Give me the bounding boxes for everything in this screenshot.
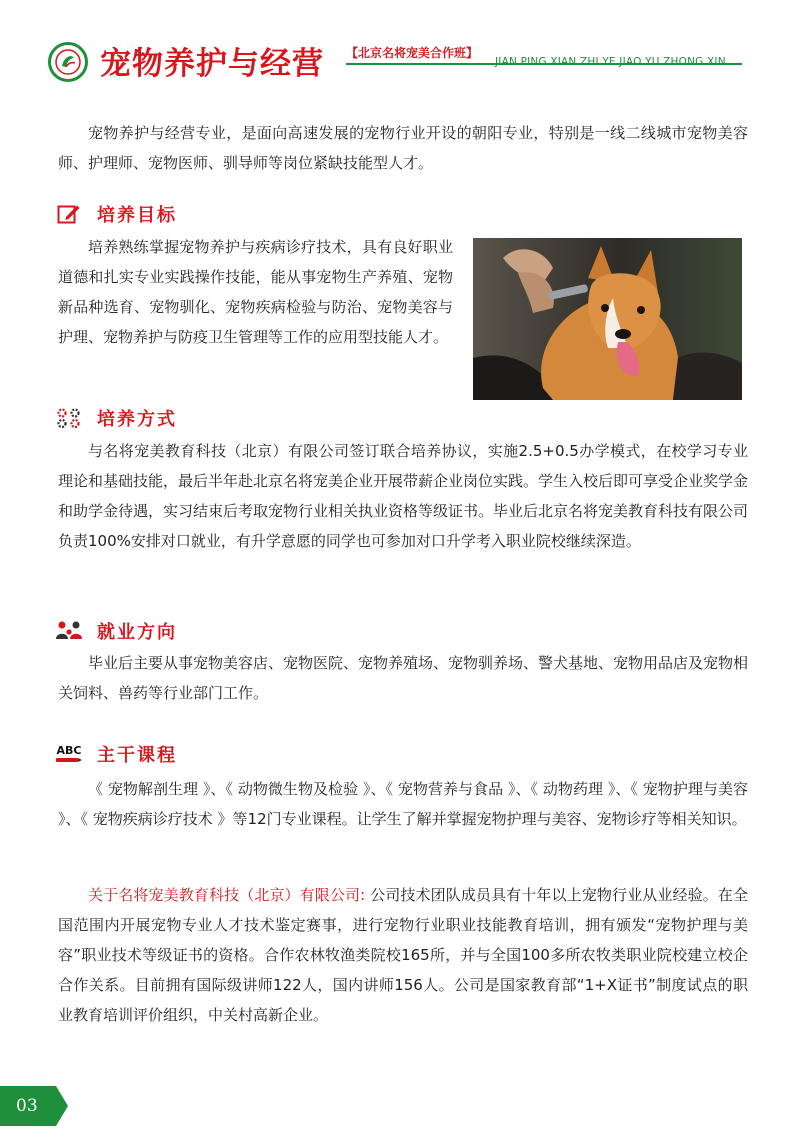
section-title-method: 培养方式 xyxy=(97,409,177,430)
edit-icon xyxy=(55,202,83,226)
about-paragraph xyxy=(58,880,748,1030)
about-company-label: 关于名将宠美教育科技（北京）有限公司: xyxy=(88,886,366,904)
header-pinyin: JIAN PING XIAN ZHI YE JIAO YU ZHONG XIN xyxy=(495,56,726,68)
school-logo xyxy=(48,42,88,82)
intro-paragraph: 宠物养护与经营专业，是面向高速发展的宠物行业开设的朝阳专业，特别是一线二线城市宠物美容师、护理师、宠物医师、驯导师等岗位紧缺技能型人才。 xyxy=(58,124,748,172)
abc-icon: ABC xyxy=(55,742,83,766)
corgi-grooming-photo xyxy=(473,238,742,400)
page-title: 宠物养护与经营 xyxy=(100,46,324,82)
courses-paragraph: 《 宠物解剖生理 》、《 动物微生物及检验 》、《 宠物营养与食品 》、《 动物药理 》、《 宠物护理与美容 》、《 宠物疾病诊疗技术 》等12门专业课程。让学生了解并掌握宠物护理与美容、宠物诊疗等相关知识。 xyxy=(58,780,748,828)
section-heading-method xyxy=(55,406,177,430)
page-number: 03 xyxy=(16,1096,38,1116)
people-icon xyxy=(55,619,83,643)
section-title-courses: 主干课程 xyxy=(97,745,177,766)
method-paragraph: 与名将宠美教育科技（北京）有限公司签订联合培养协议，实施2.5+0.5办学模式，在校学习专业理论和基础技能，最后半年赴北京名将宠美企业开展带薪企业岗位实践。学生入校后即可享受企业奖学金和助学金待遇，实习结束后考取宠物行业相关执业资格等级证书。毕业后北京名将宠美教育科技有限公司负责100%安排对口就业，有升学意愿的同学也可参加对口升学考入职业院校继续深造。 xyxy=(58,442,749,550)
about-company-text: 公司技术团队成员具有十年以上宠物行业从业经验。在全国范围内开展宠物专业人才技术鉴定赛事，进行宠物行业职业技能教育培训，拥有颁发“宠物护理与美容”职业技术等级证书的资格。合作农林牧渔类院校165所，并与全国100多所农牧类职业院校建立校企合作关系。目前拥有国际级讲师122人，国内讲师156人。公司是国家教育部“1+X证书”制度试点的职业教育培训评价组织，中关村高新企业。 xyxy=(58,886,748,1024)
gears-icon xyxy=(55,406,83,430)
career-paragraph: 毕业后主要从事宠物美容店、宠物医院、宠物养殖场、宠物驯养场、警犬基地、宠物用品店及宠物相关饲料、兽药等行业部门工作。 xyxy=(58,654,749,702)
section-title-career: 就业方向 xyxy=(97,622,177,643)
section-heading-career xyxy=(55,619,177,643)
page-subtitle: 【北京名将宠美合作班】 xyxy=(346,46,479,60)
section-heading-goal xyxy=(55,202,177,226)
section-title-goal: 培养目标 xyxy=(97,205,177,226)
goal-paragraph: 培养熟练掌握宠物养护与疾病诊疗技术，具有良好职业道德和扎实专业实践操作技能，能从事宠物生产养殖、宠物新品种选育、宠物驯化、宠物疾病检验与防治、宠物美容与护理、宠物养护与防疫卫生管理等工作的应用型技能人才。 xyxy=(58,238,453,346)
page-header xyxy=(0,0,800,100)
section-heading-courses xyxy=(55,742,177,766)
